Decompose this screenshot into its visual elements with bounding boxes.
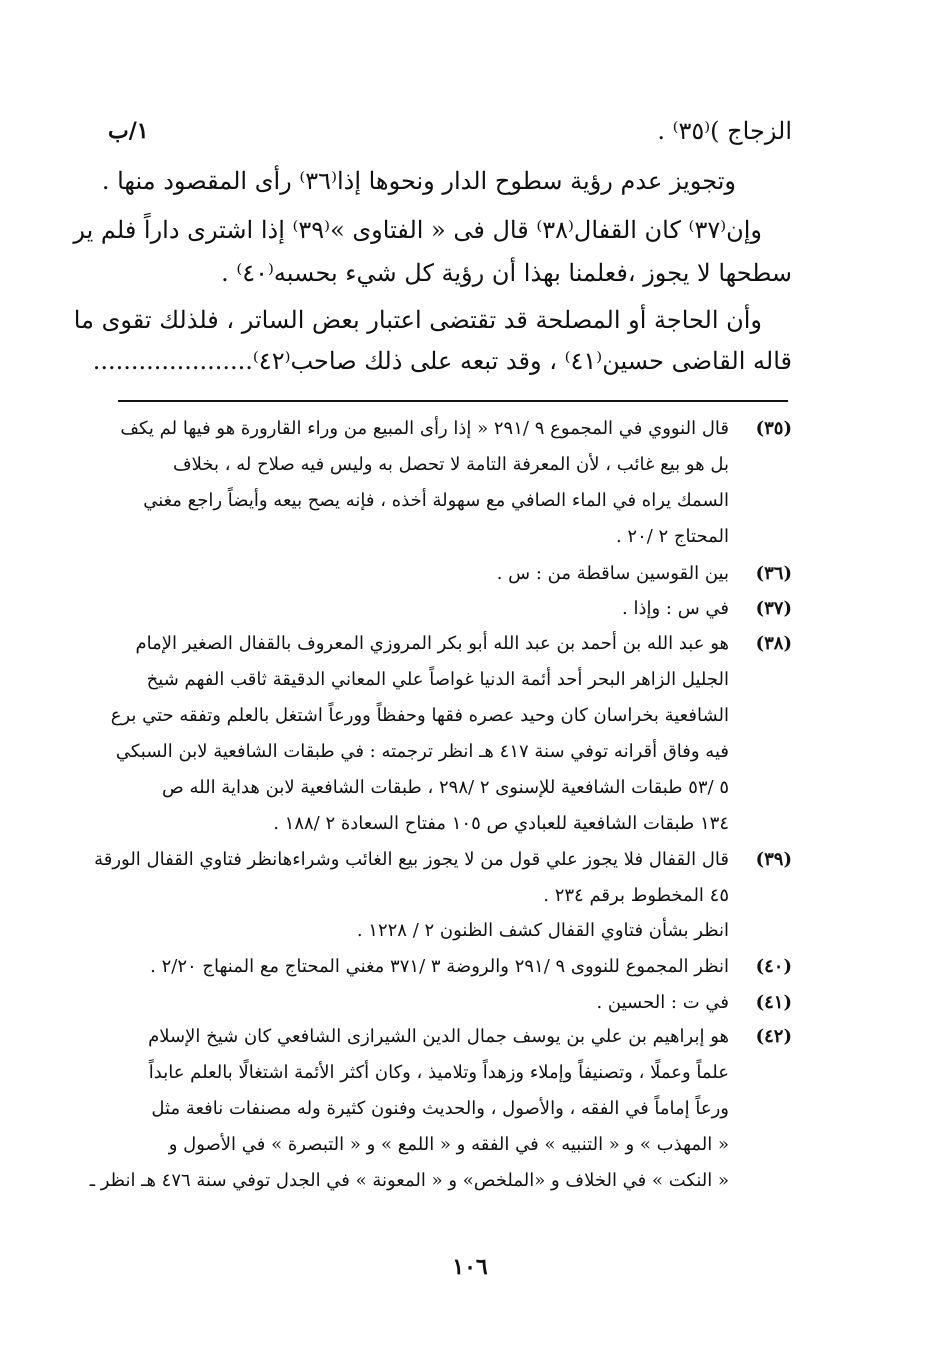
footnote-line: « النكت » في الخلاف و «الملخص» و « المعونة » في الجدل توفي سنة ٤٧٦ هـ انظر ـ <box>89 1170 729 1191</box>
footnote-number: (٤٠) <box>755 956 792 977</box>
folio-marker: ١/ب <box>108 118 149 144</box>
footnote-line: علماً وعملًا ، وتصنيفاً وإملاء وزهداً وتلاميذ ، وكان أكثر الأئمة اشتغالًا بالعلم عابداً <box>148 1062 729 1083</box>
footnote-line: قال النووي في المجموع ٩ /٢٩١ « إذا رأى المبيع من وراء القارورة هو فيها لم يكف <box>120 418 729 439</box>
footnote-number: (٣٨) <box>755 633 792 654</box>
main-text-line: وإن⁽٣٧⁾ كان القفال⁽٣٨⁾ قال فى « الفتاوى »⁽٣٩⁾ إذا اشترى داراً فلم ير <box>73 216 762 244</box>
footnote-line: ٥ /٥٣ طبقات الشافعية للإسنوى ٢ /٢٩٨ ، طبقات الشافعية لابن هداية الله ص <box>162 777 729 798</box>
footnote-line: الشافعية بخراسان كان وحيد عصره فقها وحفظاً وورعاً اشتغل بالعلم وتفقه حتي برع <box>110 705 729 726</box>
main-text-line: وتجويز عدم رؤية سطوح الدار ونحوها إذا⁽٣٦⁾ رأى المقصود منها . <box>101 167 736 195</box>
footnote-line: السمك يراه في الماء الصافي مع سهولة أخذه ، فإنه يصح بيعه وأيضاً راجع مغني <box>143 490 729 511</box>
footnote-line: ١٣٤ طبقات الشافعية للعبادي ص ١٠٥ مفتاح السعادة ٢ /١٨٨ . <box>273 813 729 834</box>
footnote-line: بل هو بيع غائب ، لأن المعرفة التامة لا تحصل به وليس فيه صلاح له ، بخلاف <box>173 454 729 475</box>
footnote-number: (٣٦) <box>755 563 792 584</box>
footnote-line: فيه وفاق أقرانه توفي سنة ٤١٧ هـ انظر ترجمته : في طبقات الشافعية لابن السبكي <box>115 741 729 762</box>
footnote-line: « المهذب » و « التنبيه » في الفقه و « اللمع » و « التبصرة » في الأصول و <box>168 1134 729 1155</box>
footnote-line: بين القوسين ساقطة من : س . <box>496 563 729 584</box>
page-number: ١٠٦ <box>452 1254 488 1280</box>
footnote-line: انظر بشأن فتاوي القفال كشف الظنون ٢ / ١٢٢٨ . <box>356 920 729 941</box>
footnote-number: (٣٩) <box>755 849 792 870</box>
footnote-line: المحتاج ٢ /٢٠ . <box>615 526 729 547</box>
footnote-line: ٤٥ المخطوط برقم ٢٣٤ . <box>543 885 729 906</box>
footnote-separator <box>118 400 788 402</box>
footnote-number: (٤٢) <box>755 1026 792 1047</box>
footnote-line: انظر المجموع للنووى ٩ /٢٩١ والروضة ٣ /٣٧١ مغني المحتاج مع المنهاج ٢/٢٠ . <box>150 956 729 977</box>
footnote-number: (٣٧) <box>755 598 792 619</box>
main-text-line: سطحها لا يجوز ،فعلمنا بهذا أن رؤية كل شيء بحسبه⁽٤٠⁾ . <box>221 259 792 287</box>
footnote-line: قال القفال فلا يجوز علي قول من لا يجوز بيع الغائب وشراءهانظر فتاوي القفال الورقة <box>94 849 729 870</box>
footnote-line: ورعاً إماماً في الفقه ، والأصول ، والحديث وفنون كثيرة وله مصنفات نافعة مثل <box>151 1098 729 1119</box>
main-text-line: الزجاج )⁽٣٥⁾ . <box>657 117 792 145</box>
footnote-number: (٣٥) <box>755 418 792 439</box>
footnote-line: الجليل الزاهر البحر أحد أئمة الدنيا غواصاً علي المعاني الدقيقة ثاقب الفهم شيخ <box>146 669 729 690</box>
footnote-line: في ت : الحسين . <box>596 992 729 1013</box>
footnote-line: هو عبد الله بن أحمد بن عبد الله أبو بكر المروزي المعروف بالقفال الصغير الإمام <box>135 633 729 654</box>
footnote-line: في س : وإذا . <box>622 598 729 619</box>
footnote-line: هو إبراهيم بن علي بن يوسف جمال الدين الشيرازى الشافعي كان شيخ الإسلام <box>148 1026 729 1047</box>
main-text-line: قاله القاضى حسين⁽٤١⁾ ، وقد تبعه على ذلك صاحب⁽٤٢⁾..................... <box>92 347 792 375</box>
footnote-number: (٤١) <box>755 992 792 1013</box>
main-text-line: وأن الحاجة أو المصلحة قد تقتضى اعتبار بعض الساتر ، فلذلك تقوى ما <box>73 306 762 334</box>
